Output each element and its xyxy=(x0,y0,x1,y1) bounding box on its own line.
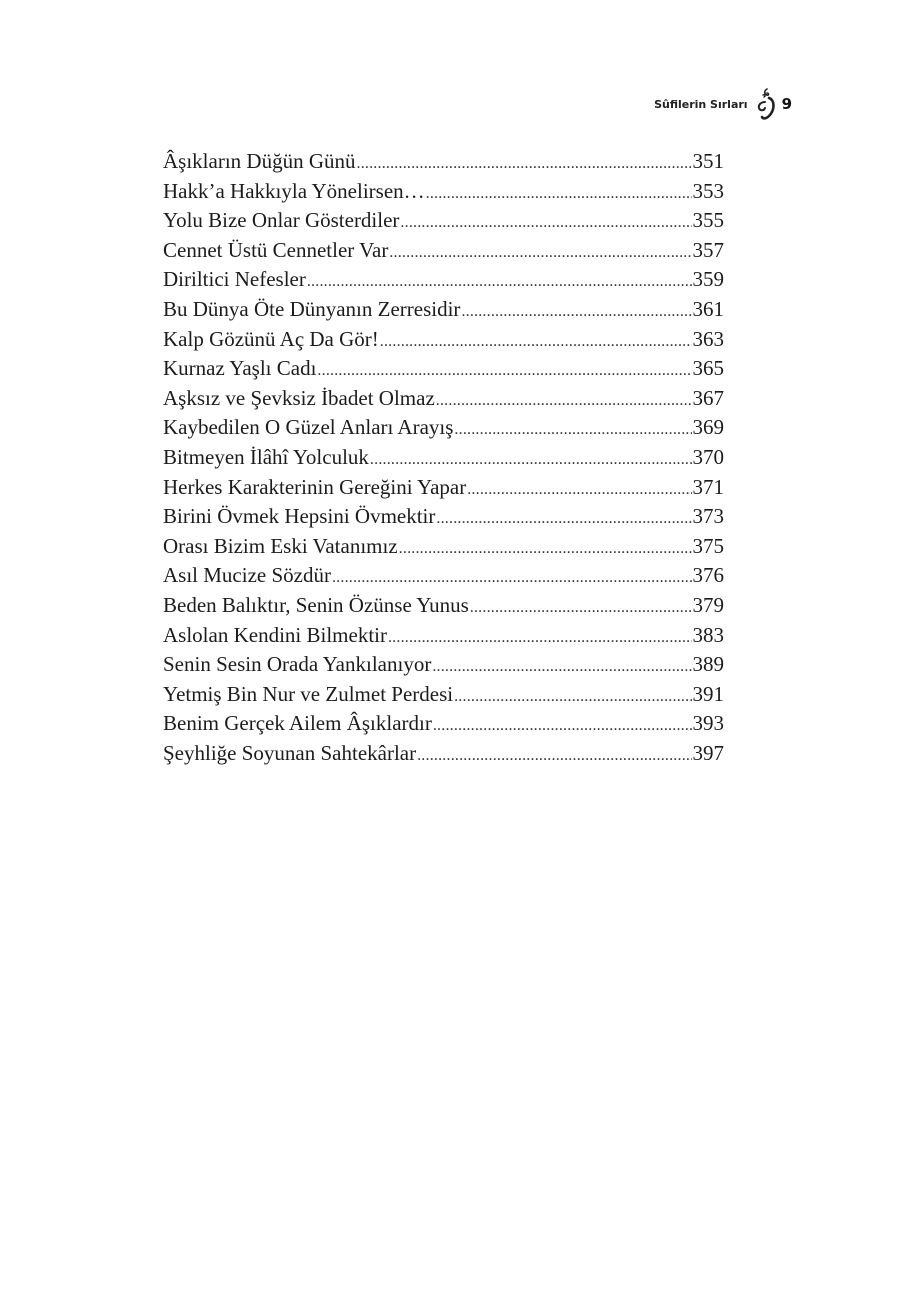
toc-entry-title: Cennet Üstü Cennetler Var xyxy=(163,237,389,262)
toc-entry xyxy=(163,413,724,443)
toc-entry xyxy=(163,236,724,266)
toc-entry-title: Senin Sesin Orada Yankılanıyor xyxy=(163,652,432,677)
toc-entry xyxy=(163,295,724,325)
dot-leader xyxy=(467,475,691,503)
toc-entry-title: Yetmiş Bin Nur ve Zulmet Perdesi xyxy=(163,681,454,706)
toc-entry-title: Bitmeyen İlâhî Yolculuk xyxy=(163,444,369,469)
dot-leader xyxy=(370,445,692,473)
dot-leader xyxy=(454,415,691,443)
toc-entry-title: Bu Dünya Öte Dünyanın Zerresidir xyxy=(163,296,461,321)
toc-entry xyxy=(163,325,724,355)
dot-leader xyxy=(388,623,692,651)
toc-entry xyxy=(163,354,724,384)
toc-entry-title: Âşıkların Düğün Günü xyxy=(163,149,356,173)
toc-entry-title: Aslolan Kendini Bilmektir xyxy=(163,622,387,647)
toc-entry-page: 379 xyxy=(692,592,724,617)
toc-entry-title: Beden Balıktır, Senin Özünse Yunus xyxy=(163,592,469,617)
dot-leader xyxy=(470,593,692,621)
dot-leader xyxy=(399,534,692,562)
toc-entry-title: Birini Övmek Hepsini Övmektir xyxy=(163,504,436,529)
toc-entry-title: Aşksız ve Şevksiz İbadet Olmaz xyxy=(163,385,435,410)
toc-entry xyxy=(163,561,724,591)
toc-entry-page: 383 xyxy=(692,622,724,647)
toc-entry xyxy=(163,709,724,739)
toc-entry xyxy=(163,621,724,651)
dot-leader xyxy=(436,504,691,532)
toc-entry-page: 389 xyxy=(692,652,724,677)
toc-entry xyxy=(163,650,724,680)
toc-entry-title: Benim Gerçek Ailem Âşıklardır xyxy=(163,711,432,736)
calligraphic-ornament-icon xyxy=(752,86,778,122)
dot-leader xyxy=(436,386,692,414)
toc-entry-page: 361 xyxy=(692,296,724,321)
dot-leader xyxy=(332,563,692,591)
toc-entry xyxy=(163,206,724,236)
toc-entry xyxy=(163,473,724,503)
toc-entry-title: Kaybedilen O Güzel Anları Arayış xyxy=(163,415,454,440)
table-of-contents xyxy=(163,147,724,768)
toc-entry-page: 353 xyxy=(692,178,724,203)
running-title: Sûfilerin Sırları xyxy=(654,97,748,111)
toc-entry-page: 391 xyxy=(692,681,724,706)
dot-leader xyxy=(432,652,691,680)
toc-entry xyxy=(163,384,724,414)
toc-entry-title: Yolu Bize Onlar Gösterdiler xyxy=(163,208,400,233)
dot-leader xyxy=(461,297,691,325)
toc-entry xyxy=(163,147,724,177)
toc-entry xyxy=(163,443,724,473)
dot-leader xyxy=(389,238,691,266)
dot-leader xyxy=(454,682,691,710)
toc-entry-page: 373 xyxy=(692,504,724,529)
toc-entry-title: Hakk’a Hakkıyla Yönelirsen… xyxy=(163,178,425,203)
toc-entry-page: 357 xyxy=(692,237,724,262)
toc-entry-page: 351 xyxy=(692,149,724,173)
toc-entry-page: 355 xyxy=(692,208,724,233)
toc-entry xyxy=(163,177,724,207)
toc-entry xyxy=(163,680,724,710)
toc-entry-title: Asıl Mucize Sözdür xyxy=(163,563,331,588)
toc-entry-title: Kalp Gözünü Aç Da Gör! xyxy=(163,326,379,351)
toc-entry-page: 397 xyxy=(692,740,724,765)
toc-entry-page: 393 xyxy=(692,711,724,736)
toc-entry-page: 365 xyxy=(692,356,724,381)
toc-entry xyxy=(163,532,724,562)
toc-entry-title: Orası Bizim Eski Vatanımız xyxy=(163,533,398,558)
toc-entry-page: 367 xyxy=(692,385,724,410)
toc-entry xyxy=(163,739,724,769)
toc-entry xyxy=(163,502,724,532)
dot-leader xyxy=(400,208,691,236)
dot-leader xyxy=(426,179,692,207)
toc-entry-page: 363 xyxy=(692,326,724,351)
toc-entry-page: 370 xyxy=(692,444,724,469)
toc-entry-page: 371 xyxy=(692,474,724,499)
dot-leader xyxy=(317,356,691,384)
dot-leader xyxy=(380,327,692,355)
toc-entry xyxy=(163,591,724,621)
dot-leader xyxy=(307,267,692,295)
toc-entry-title: Şeyhliğe Soyunan Sahtekârlar xyxy=(163,740,417,765)
toc-entry-title: Diriltici Nefesler xyxy=(163,267,306,292)
page-number: 9 xyxy=(781,95,792,113)
toc-entry-page: 359 xyxy=(692,267,724,292)
dot-leader xyxy=(433,711,692,739)
toc-entry-page: 375 xyxy=(692,533,724,558)
dot-leader xyxy=(357,149,692,177)
toc-entry-title: Kurnaz Yaşlı Cadı xyxy=(163,356,317,381)
toc-entry-page: 376 xyxy=(692,563,724,588)
dot-leader xyxy=(417,741,691,769)
running-head xyxy=(654,86,792,122)
toc-entry-title: Herkes Karakterinin Gereğini Yapar xyxy=(163,474,467,499)
toc-entry-page: 369 xyxy=(692,415,724,440)
toc-entry xyxy=(163,265,724,295)
